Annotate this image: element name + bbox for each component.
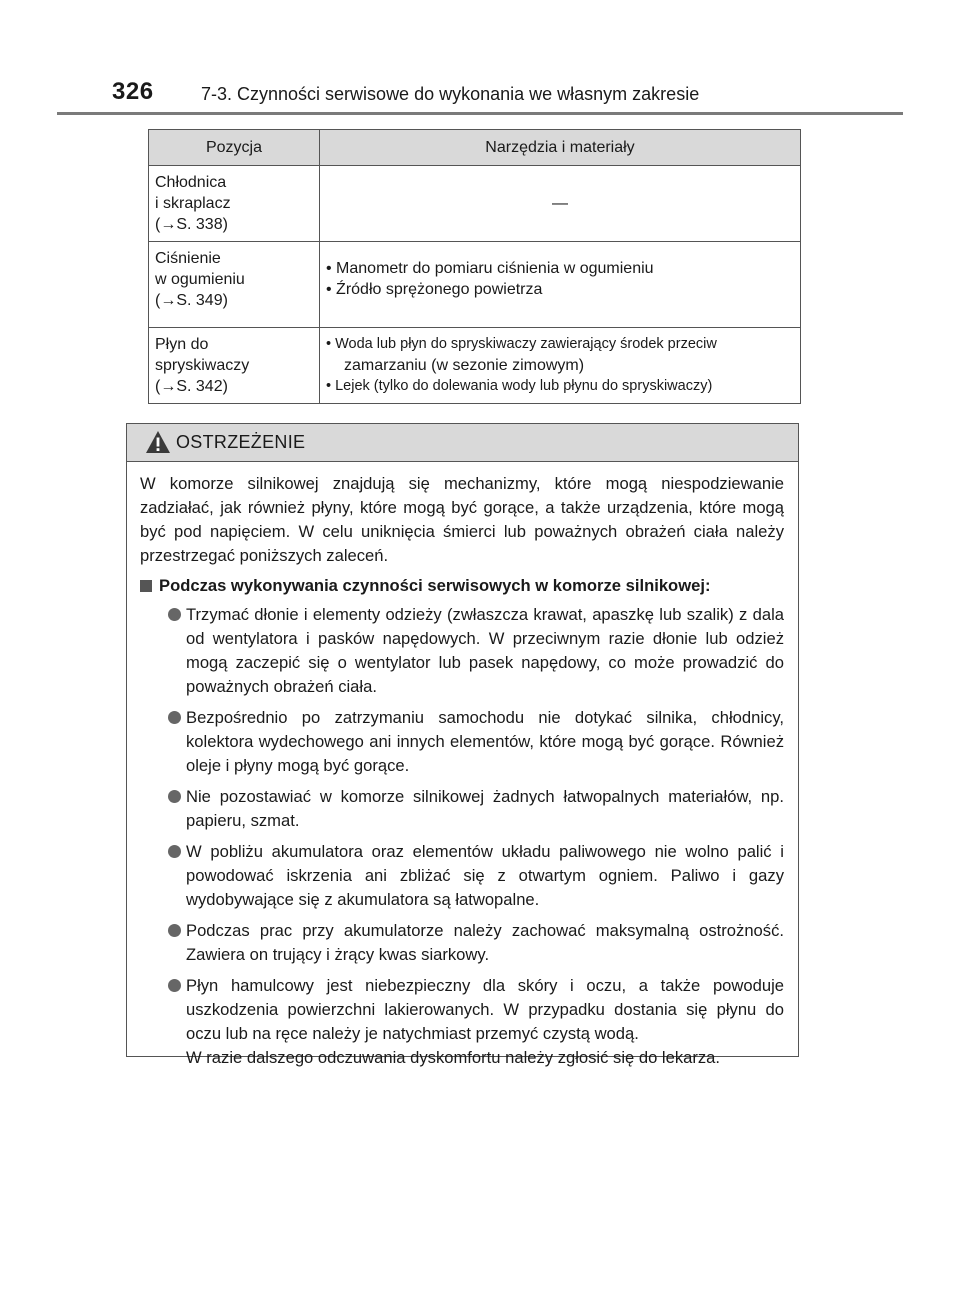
item-line: i skraplacz	[155, 195, 231, 212]
list-item-text: Nie pozostawiać w komorze silnikowej żadnych łatwopalnych materiałów, np. papieru, szmat.	[186, 787, 784, 830]
page-reference: (→S. 338)	[155, 216, 228, 233]
none-dash: —	[552, 195, 568, 212]
tool-item-continuation: zamarzaniu (w sezonie zimowym)	[344, 357, 585, 374]
circle-bullet-icon	[168, 711, 181, 724]
item-line: Płyn do	[155, 336, 209, 353]
page-reference: (→S. 342)	[155, 378, 228, 395]
list-item	[172, 603, 784, 699]
subheading-text: Podczas wykonywania czynności serwisowych w komorze silnikowej:	[159, 576, 711, 595]
warning-triangle-icon	[145, 430, 171, 454]
circle-bullet-icon	[168, 924, 181, 937]
item-line: w ogumieniu	[155, 271, 245, 288]
item-cell	[149, 166, 320, 242]
list-item-text: Płyn hamulcowy jest niebezpieczny dla skóry i oczu, a także powoduje uszkodzenia powierzchni lakierowanych. W przypadku dostania się płynu do oczu lub na ręce należy je natychmiast przemyć czystą wodą.	[186, 976, 784, 1043]
warning-intro: W komorze silnikowej znajdują się mechanizmy, które mogą niespodziewanie zadziałać, jak również płyny, które mogą być gorące, a także urządzenia, które mogą być pod napięciem. W celu uniknięcia śmierci lub poważnych obrażeń ciała należy przestrzegać poniższych zaleceń.	[140, 474, 784, 565]
square-bullet-icon	[140, 580, 152, 592]
tool-item: • Manometr do pomiaru ciśnienia w ogumieniu	[326, 260, 654, 277]
list-item	[172, 785, 784, 833]
list-item	[172, 840, 784, 912]
warning-box	[126, 423, 799, 1067]
column-header-item: Pozycja	[149, 130, 320, 166]
page-header	[0, 0, 960, 116]
item-cell	[149, 328, 320, 404]
tool-item: • Lejek (tylko do dolewania wody lub płynu do spryskiwaczy)	[326, 378, 713, 394]
list-item	[172, 919, 784, 967]
circle-bullet-icon	[168, 608, 181, 621]
warning-header	[127, 424, 798, 462]
tools-cell	[320, 166, 801, 242]
warning-subheading	[140, 574, 784, 598]
list-item	[172, 974, 784, 1070]
table-row	[149, 242, 801, 328]
item-cell	[149, 242, 320, 328]
tools-cell	[320, 242, 801, 328]
tools-cell	[320, 328, 801, 404]
list-item	[172, 706, 784, 778]
header-divider	[57, 112, 903, 115]
page-number: 326	[112, 78, 154, 105]
table-header-row	[149, 130, 801, 166]
list-item-final-line: W razie dalszego odczuwania dyskomfortu należy zgłosić się do lekarza.	[186, 1048, 721, 1067]
warning-body	[127, 462, 798, 1070]
list-item-text: Bezpośrednio po zatrzymaniu samochodu nie dotykać silnika, chłodnicy, kolektora wydechowego ani innych elementów, które mogą być gorące. Również oleje i płyny mogą być gorące.	[186, 708, 784, 775]
list-item-text: Trzymać dłonie i elementy odzieży (zwłaszcza krawat, apaszkę lub szalik) z dala od wentylatora i pasków napędowych. W przeciwnym razie dłonie lub odzież mogą zaczepić się o wentylator lub pasek napędowy, co może prowadzić do poważnych obrażeń ciała.	[186, 605, 784, 696]
warning-list	[140, 603, 784, 1070]
table-row	[149, 328, 801, 404]
list-item-text: W pobliżu akumulatora oraz elementów układu paliwowego nie wolno palić i powodować iskrzenia ani zbliżać się z otwartym ogniem. Paliwo i gazy wydobywające się z akumulatora są łatwopalne.	[186, 842, 784, 909]
item-line: spryskiwaczy	[155, 357, 250, 374]
warning-title: OSTRZEŻENIE	[176, 432, 306, 452]
list-item-text: Podczas prac przy akumulatorze należy zachować maksymalną ostrożność. Zawiera on trujący i żrący kwas siarkowy.	[186, 921, 784, 964]
column-header-tools: Narzędzia i materiały	[320, 130, 801, 166]
item-line: Ciśnienie	[155, 250, 221, 267]
table-row	[149, 166, 801, 242]
page-reference: (→S. 349)	[155, 292, 228, 309]
tool-item: • Źródło sprężonego powietrza	[326, 281, 543, 298]
circle-bullet-icon	[168, 979, 181, 992]
circle-bullet-icon	[168, 790, 181, 803]
item-line: Chłodnica	[155, 174, 227, 191]
section-title: 7-3. Czynności serwisowe do wykonania we własnym zakresie	[201, 84, 700, 104]
tool-item: • Woda lub płyn do spryskiwaczy zawierający środek przeciw	[326, 336, 717, 352]
maintenance-table	[148, 129, 801, 404]
circle-bullet-icon	[168, 845, 181, 858]
